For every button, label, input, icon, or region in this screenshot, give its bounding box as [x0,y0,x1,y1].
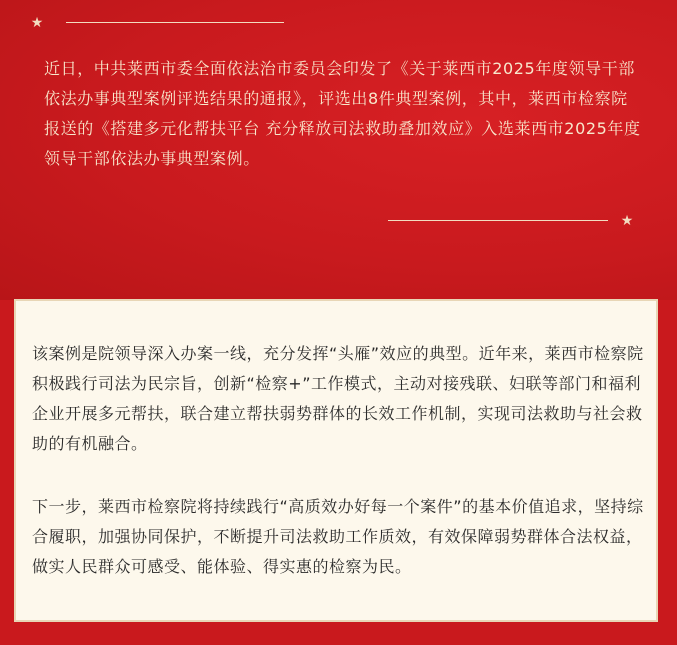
content-card [14,299,658,622]
card-paragraph-2: 下一步，莱西市检察院将持续践行“高质效办好每一个案件”的基本价值追求，坚持综合履职，加强协同保护，不断提升司法救助工作质效，有效保障弱势群体合法权益，做实人民群众可感受、能体验、得实惠的检察为民。 [32,497,644,576]
top-decoration [30,12,290,32]
divider-line [66,22,284,23]
red-banner [0,0,677,300]
star-icon: ★ [620,213,634,229]
bottom-decoration [388,210,638,230]
star-icon: ★ [30,15,44,31]
intro-paragraph: 近日，中共莱西市委全面依法治市委员会印发了《关于莱西市2025年度领导干部依法办事典型案例评选结果的通报》，评选出8件典型案例，其中，莱西市检察院报送的《搭建多元化帮扶平台 充分释放司法救助叠加效应》入选莱西市2025年度领导干部依法办事典型案例。 [44,59,641,168]
divider-line [388,220,608,221]
card-paragraph-1: 该案例是院领导深入办案一线，充分发挥“头雁”效应的典型。近年来，莱西市检察院积极践行司法为民宗旨，创新“检察+”工作模式，主动对接残联、妇联等部门和福利企业开展多元帮扶，联合建立帮扶弱势群体的长效工作机制，实现司法救助与社会救助的有机融合。 [32,344,644,453]
